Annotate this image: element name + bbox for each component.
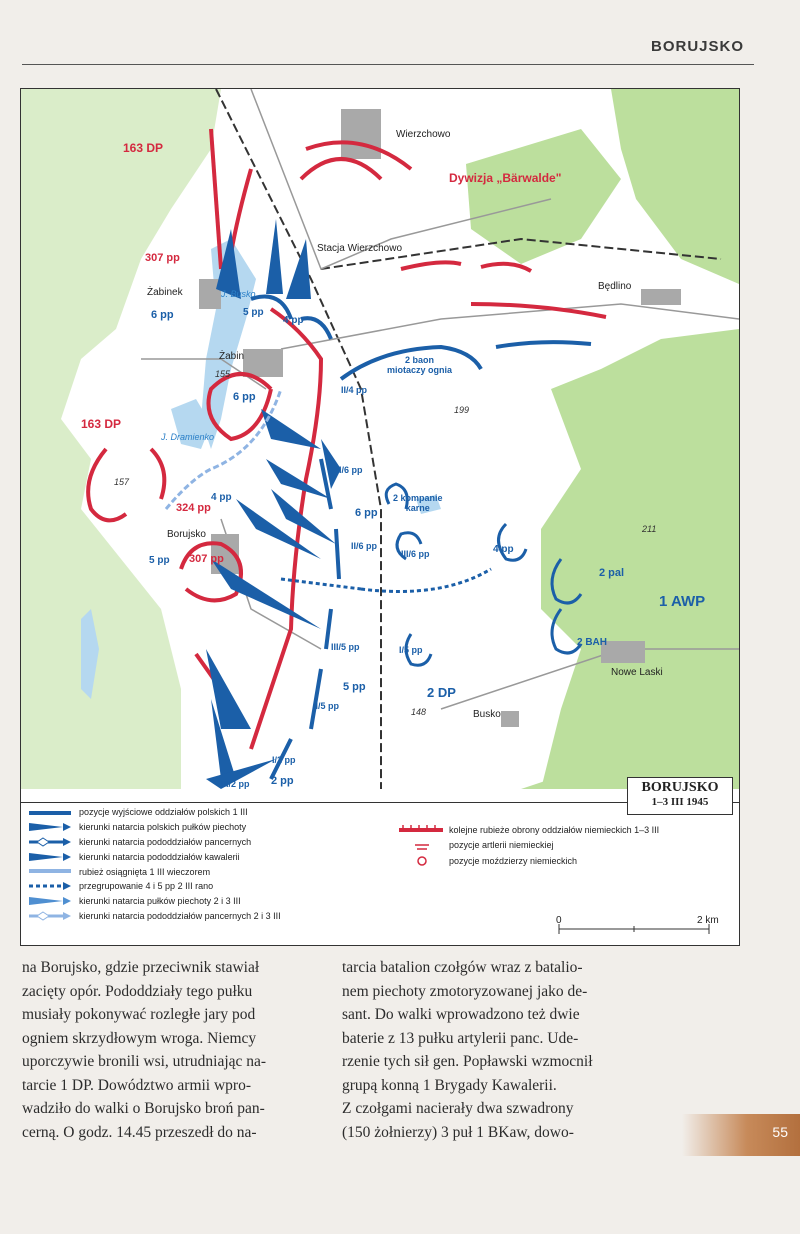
town-zabin xyxy=(243,349,283,377)
text-line: tarcia batalion czołgów wraz z batalio- xyxy=(342,959,583,976)
page-number: 55 xyxy=(772,1124,788,1140)
map-title: BORUJSKO xyxy=(641,780,719,795)
label-2-baon: 2 baon miotaczy ognia xyxy=(387,355,453,375)
text-line: wadziło do walki o Borujsko broń pan- xyxy=(22,1100,265,1117)
label-zabin: Żabin xyxy=(219,351,245,362)
text-line: musiały pokonywać rozległe jary pod xyxy=(22,1006,256,1023)
scale-bar xyxy=(559,924,709,934)
label-6-pp-zabinek: 6 pp xyxy=(151,309,174,321)
map-dates: 1–3 III 1945 xyxy=(651,796,709,808)
label-2-bah: 2 BAH xyxy=(577,637,608,648)
label-bedlino: Będlino xyxy=(598,281,632,292)
text-line: (150 żołnierzy) 3 puł 1 BKaw, dowo- xyxy=(342,1123,574,1141)
label-1-awp: 1 AWP xyxy=(659,593,706,610)
label-324-pp: 324 pp xyxy=(176,502,211,514)
text-line: ogniem skrzydłowym wroga. Niemcy xyxy=(22,1029,257,1047)
label-307-pp-bottom: 307 pp xyxy=(189,553,224,565)
label-4-pp-top: 4 pp xyxy=(283,315,304,326)
label-nowe-laski: Nowe Laski xyxy=(611,667,663,678)
label-307-pp-top: 307 pp xyxy=(145,252,180,264)
text-line: rzenie tych sił gen. Popławski wzmocnił xyxy=(342,1053,593,1070)
town-busko xyxy=(501,711,519,727)
label-iii-6-pp: III/6 pp xyxy=(401,549,430,559)
height-155: 155 xyxy=(215,369,231,379)
label-zabinek: Żabinek xyxy=(147,287,183,298)
town-bedlino xyxy=(641,289,681,305)
text-line: uporczywie bronili wsi, utrudniając na- xyxy=(22,1053,267,1070)
text-line: nem piechoty zmotoryzowanej jako de- xyxy=(342,982,588,1000)
label-wierzchowo: Wierzchowo xyxy=(396,129,451,140)
text-line: tarcie 1 DP. Dowództwo armii wpro- xyxy=(22,1076,252,1094)
header-rule xyxy=(22,64,754,65)
label-6-pp-mid: 6 pp xyxy=(355,507,378,519)
label-i-6-pp: I/6 pp xyxy=(339,465,363,475)
label-iii-5-pp: III/5 pp xyxy=(331,642,360,652)
label-163-dp-left: 163 DP xyxy=(81,417,122,431)
label-lake-busko: J. Busko xyxy=(221,289,256,299)
height-157: 157 xyxy=(114,477,130,487)
battle-map: Wierzchowo Stacja Wierzchowo Żabinek Żabin Borujsko Będlino Nowe Laski Busko J. Busko J. Dramienko 155 199 157 211 148 163 DP 163 DP Dywizja „Bärwalde" 307 pp 324 pp 307 pp 6 pp 5 pp 4 pp 6 pp 2 baon miotaczy ognia II/4 pp I/6 pp 6 pp 2 kompanie karne II/6 pp III/6 pp 4 pp 4 pp 5 pp III/5 pp I/5 pp 5 pp II/5 pp 2 DP I/2 pp III/2 pp 2 pp 2 pal 1 AWP 2 BAH BORUJSKO 1–3 III 1945 pozycje wyjściowe oddziałów polskich 1 III kierunki natarcia polskich pułków piechoty kierunki natarcia pododdziałów pancernych kierunki natarcia pododdziałów kawalerii rubież osiągnięta 1 III wieczorem przegrupowanie 4 i 5 pp 2 III rano kierunki natarcia pułków piechoty 2 i 3 III kierunki natarcia pododdziałów pancernych 2 i 3 III kolejne rubieże obrony oddziałów niemieckich 1–3 III pozycje artlerii niemieckiej pozycje moździerzy niemieckich 0 2 km xyxy=(20,88,740,946)
label-4-pp-mid: 4 pp xyxy=(493,544,514,555)
label-5-pp-top: 5 pp xyxy=(243,307,264,318)
text-line: baterie z 13 pułku artylerii panc. Ude- xyxy=(342,1029,579,1047)
label-4-pp-borujsko: 4 pp xyxy=(211,492,232,503)
text-line: zacięty opór. Pododdziały tego pułku xyxy=(22,982,253,1000)
town-nowe-laski xyxy=(601,641,645,663)
label-ii-4-pp: II/4 pp xyxy=(341,385,368,395)
forest-area xyxy=(541,329,739,789)
text-line: sant. Do walki wprowadzono też dwie xyxy=(342,1006,580,1023)
label-2-dp: 2 DP xyxy=(427,685,456,700)
label-i-2-pp: I/2 pp xyxy=(272,755,296,765)
label-iii-2-pp: III/2 pp xyxy=(221,779,250,789)
text-line: cerną. O godz. 14.45 przeszedł do na- xyxy=(22,1123,257,1141)
scale-zero: 0 xyxy=(556,915,562,926)
text-column-left xyxy=(22,956,322,1144)
scale-max: 2 km xyxy=(697,915,719,926)
label-2-kompanie: 2 kompanie karne xyxy=(393,493,443,513)
town-wierzchowo xyxy=(341,109,381,159)
label-2-pal: 2 pal xyxy=(599,567,625,579)
label-lake-dramienko: J. Dramienko xyxy=(161,432,215,442)
label-ii-5-pp: II/5 pp xyxy=(313,701,340,711)
label-borujsko: Borujsko xyxy=(167,529,206,540)
label-dywizja-barwalde: Dywizja „Bärwalde" xyxy=(449,171,562,185)
label-ii-6-pp: II/6 pp xyxy=(351,541,378,551)
height-148: 148 xyxy=(411,707,427,717)
label-5-pp-low: 5 pp xyxy=(343,681,366,693)
label-5-pp-borujsko: 5 pp xyxy=(149,555,170,566)
label-stacja-wierzchowo: Stacja Wierzchowo xyxy=(317,243,403,254)
text-column-right xyxy=(342,956,647,1144)
label-busko: Busko xyxy=(473,709,501,720)
label-163-dp-top: 163 DP xyxy=(123,141,164,155)
height-211: 211 xyxy=(642,524,657,534)
map-title-box xyxy=(627,777,733,815)
text-line: Z czołgami nacierały dwa szwadrony xyxy=(342,1100,574,1117)
text-line: na Borujsko, gdzie przeciwnik stawiał xyxy=(22,959,260,976)
text-line: grupą konną 1 Brygady Kawalerii. xyxy=(342,1076,557,1094)
page-header-title: BORUJSKO xyxy=(650,38,744,55)
label-2-pp: 2 pp xyxy=(271,775,294,787)
label-6-pp-zabin: 6 pp xyxy=(233,391,256,403)
height-199: 199 xyxy=(454,405,470,415)
label-i-5-pp: I/5 pp xyxy=(399,645,423,655)
